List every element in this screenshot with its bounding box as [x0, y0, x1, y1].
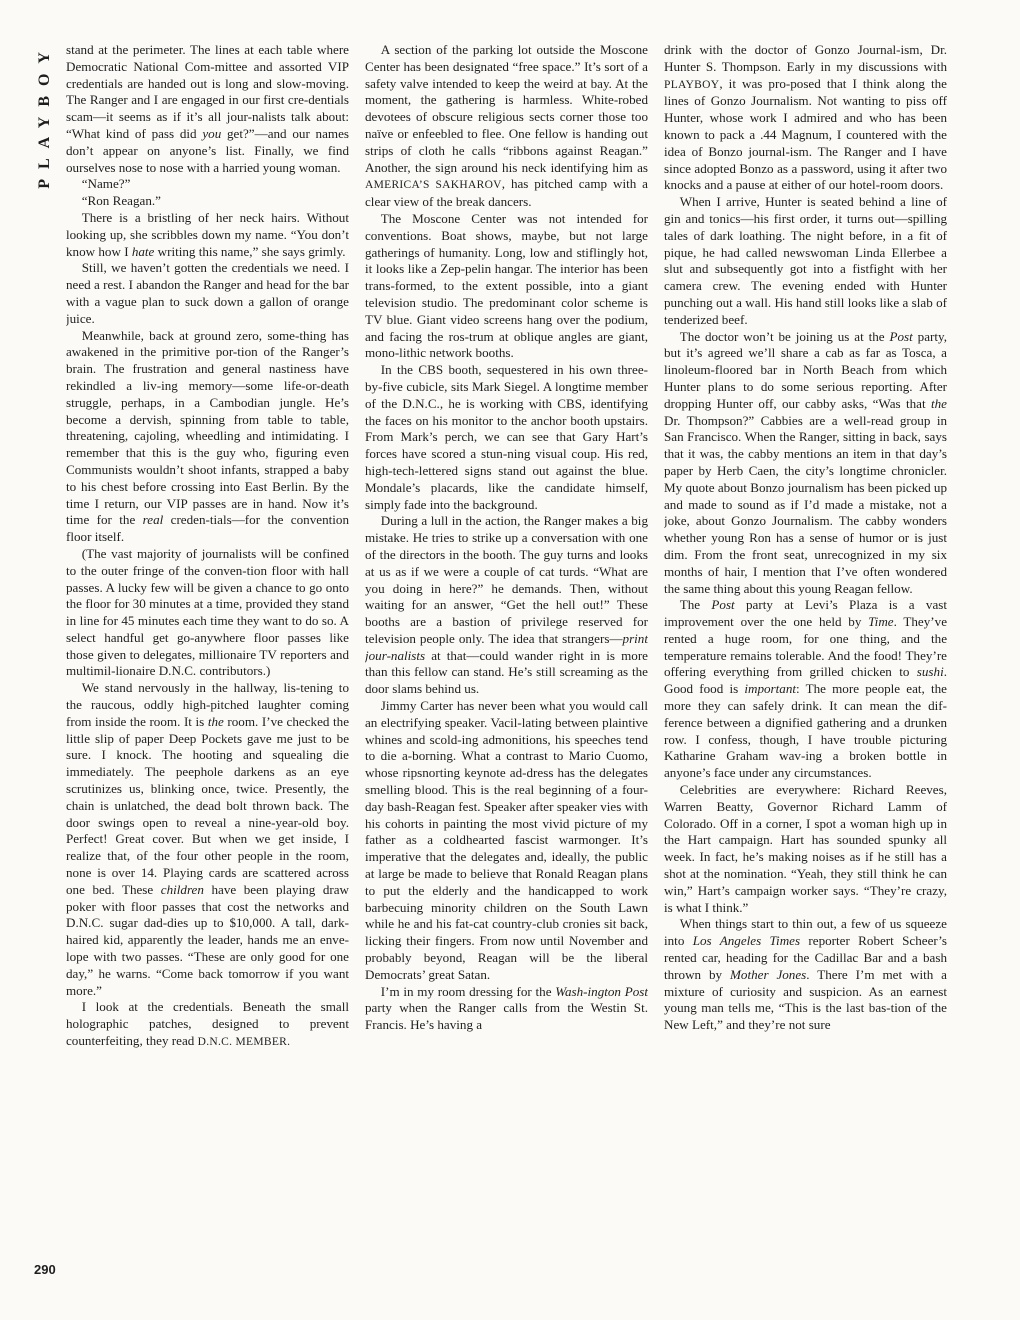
paragraph: During a lull in the action, the Ranger makes a big mistake. He tries to strike up a conversation with one of the directors in the booth. The guy turns and looks at us as if we were a couple of cat turds. “What are you doing in here?” he demands. Then, without waiting for an answer, “Get the hell out!” These booths are a bastion of privilege reserved for television people only. The idea that strangers—print jour-nalists at that—could wander right in is more than this fellow can stand. He’s still screaming as the door slams behind us.	[365, 513, 648, 697]
paragraph: The Post party at Levi’s Plaza is a vast improvement over the one held by Time. They’ve rented a huge room, for one thing, and the temperature remains tolerable. And the food! They’re offering everything from grilled chicken to sushi. Good food is important: The more people eat, the more they can safely drink. It can mean the dif-ference between a dignified gathering and a drunken row. I confess, though, I have trouble picturing Katharine Graham wav-ing a broken bottle in anyone’s face under any circumstances.	[664, 597, 947, 781]
paragraph: (The vast majority of journalists will be confined to the outer fringe of the conven-tion floor with hall passes. A lucky few will be given a chance to go onto the floor for 30 minutes at a time, provided they stand in line for 45 minutes each time they want to do so. A select handful get go-anywhere floor passes like those given to delegates, millionaire TV reporters and multimil-lionaire D.N.C. contributors.)	[66, 545, 349, 679]
magazine-masthead: PLAYBOY	[36, 42, 53, 189]
paragraph: There is a bristling of her neck hairs. Without looking up, she scribbles down my name. “You don’t know how I hate writing this name,” she says grimly.	[66, 209, 349, 259]
paragraph: When things start to thin out, a few of us squeeze into Los Angeles Times reporter Robert Scheer’s rented car, heading for the Cadillac Bar and a bash thrown by Mother Jones. There I’m met with a mixture of curiosity and suspicion. As an earnest young man tells me, “This is the last bas-tion of the New Left,” and they’re not sure	[664, 916, 947, 1033]
paragraph: The Moscone Center was not intended for conventions. Boat shows, maybe, but not large gatherings of humanity. Long, low and stiflingly hot, it looks like a Zep-pelin hangar. The interior has been trans-formed, to the extent possible, into a giant television studio. The predominant color scheme is TV blue. Giant video screens hang over the podium, and facing the ros-trum at oblique angles are giant, mono-lithic network booths.	[365, 210, 648, 361]
paragraph: I’m in my room dressing for the Wash-ington Post party when the Ranger calls from the Westin St. Francis. He’s having a	[365, 983, 648, 1033]
paragraph: We stand nervously in the hallway, lis-tening to the raucous, oddly high-pitched laughter coming from inside the room. It is the room. I’ve checked the little slip of paper Deep Pockets gave me just to be sure. I knock. The hooting and squealing die immediately. The peephole darkens as an eye scrutinizes us, blinking once, twice. Presently, the chain is unlatched, the dead bolt thrown back. The door swings open to reveal a nine-year-old boy. Perfect! Great cover. But when we get inside, I realize that, of the four other people in the room, none is over 14. Playing cards are scattered across one bed. These children have been playing draw poker with floor passes that cost the networks and D.N.C. sugar dad-dies up to $10,000. A tall, dark-haired kid, apparently the leader, hands me an enve-lope with two passes. “These are only good for one day,” he warns. “Come back tomorrow if you want more.”	[66, 680, 349, 998]
paragraph: Jimmy Carter has never been what you would call an electrifying speaker. Vacil-lating between plaintive whines and scold-ing admonitions, his speeches tend to die a-borning. What a contrast to Mario Cuomo, whose ripsnorting keynote ad-dress has the delegates smelling blood. This is the real beginning of a four-day bash-Reagan fest. Speaker after speaker vies with his cohorts in painting the most vivid picture of my father as a coldhearted fascist warmonger. It’s imperative that the delegates and, ideally, the public at large be made to believe that Ronald Reagan plans to put the elderly and the handicapped to work barbecuing minority children on the South Lawn while he and his fat-cat country-club cronies sit back, licking their fingers. From now until November and probably beyond, Reagan will be the liberal Democrats’ great Satan.	[365, 698, 648, 982]
page-number: 290	[34, 1262, 56, 1277]
paragraph: When I arrive, Hunter is seated behind a line of gin and tonics—his first order, it turns out—spilling tales of dark loathing. The night before, in a fit of pique, he had called newswoman Linda Ellerbee a slut and subsequently got into a fistfight with her camera crew. The evening ended with Hunter punching out a wall. His hand still looks like a slab of tenderized beef.	[664, 194, 947, 327]
paragraph: Meanwhile, back at ground zero, some-thing has awakened in the primitive por-tion of the Ranger’s brain. The frustration and general nastiness have rekindled a liv-ing memory—some life-or-death struggle, perhaps, in a Cambodian jungle. He’s become a dervish, spinning from table to table, threatening, cajoling, wheedling and intimidating. I remember that this is the guy who, figuring even Communists wouldn’t shoot infants, strapped a baby to his chest before crossing into East Berlin. By the time I return, our VIP passes are in hand. Now it’s time for the real creden-tials—for the convention floor itself.	[66, 327, 349, 545]
column-1	[66, 42, 349, 1287]
article-body	[66, 42, 966, 1287]
paragraph: I look at the credentials. Beneath the small holographic patches, designed to prevent counterfeiting, they read D.N.C. MEMBER.	[66, 999, 349, 1049]
paragraph: “Ron Reagan.”	[81, 193, 161, 209]
paragraph: A section of the parking lot outside the Moscone Center has been designated “free space.” It’s sort of a safety valve intended to keep the weird at bay. At the moment, the gathering is harmless. White-robed devotees of obscure religious sects corner those too naïve or enfeebled to flee. One fellow is handing out strips of cloth he calls “ribbons against Reagan.” Another, the sign around his neck identifying him as AMERICA’S SAKHAROV, has pitched camp with a clear view of the break dancers.	[365, 42, 648, 210]
column-3	[664, 42, 947, 1287]
paragraph: “Name?”	[81, 176, 131, 192]
paragraph: Still, we haven’t gotten the credentials we need. I need a rest. I abandon the Ranger and head for the bar with a vague plan to suck down a gallon of orange juice.	[66, 260, 349, 326]
paragraph: drink with the doctor of Gonzo Journal-ism, Dr. Hunter S. Thompson. Early in my discussions with PLAYBOY, it was pro-posed that I think along the lines of Gonzo Journalism. Not wanting to piss off Hunter, whose work I admired and who has been known to pack a .44 Magnum, I countered with the idea of Bonzo journal-ism. The Ranger and I have since adopted Bonzo as a password, using it after two knocks and a pause at either of our hotel-room doors.	[664, 42, 947, 193]
paragraph: In the CBS booth, sequestered in his own three-by-five cubicle, sits Mark Siegel. A longtime member of the D.N.C., he is working with CBS, identifying the faces on his monitor to the anchor booth upstairs. From Mark’s perch, we can see that Gary Hart’s forces have scored a stun-ning visual coup. His red, high-tech-lettered signs stand out against the blue. Mondale’s placards, like the candidate himself, simply fade into the background.	[365, 362, 648, 512]
paragraph: The doctor won’t be joining us at the Post party, but it’s agreed we’ll share a cab as far as Tosca, a linoleum-floored bar in North Beach from which Hunter plans to do some serious reporting. After dropping Hunter off, our cabby asks, “Was that the Dr. Thompson?” Cabbies are a well-read group in San Francisco. When the Ranger, sitting in back, says that it was, the cabby mentions an item in that day’s paper by Herb Caen, the city’s longtime chronicler. My quote about Bonzo journalism has been picked up and made to sound as if I’d made a mistake, not a joke, about Gonzo Journalism. The cabby wonders whether young Ron has a sense of humor or is just dim. From the front seat, unrecognized in my six months of hair, I mention that I’ve often wondered the same thing about this young Reagan fellow.	[664, 328, 947, 596]
paragraph: Celebrities are everywhere: Richard Reeves, Warren Beatty, Governor Richard Lamm of Colorado. Off in a corner, I spot a woman high up in the Hart campaign. Hart has sounded spunky all week. In fact, he’s making noises as if he still has a shot at the nomination. “Yeah, they still think he can win,” Hart’s campaign worker says. “They’re crazy, is what I think.”	[664, 782, 947, 915]
paragraph: stand at the perimeter. The lines at each table where Democratic National Com-mittee and assorted VIP credentials are handed out is long and slow-moving. The Ranger and I are engaged in our first cre-dentials scam—it seems as if it’s all jour-nalists talk about: “What kind of pass did you get?”—and our names don’t appear on anyone’s list. Finally, we find ourselves nose to nose with a harried young woman.	[66, 42, 349, 175]
column-2	[365, 42, 648, 1287]
